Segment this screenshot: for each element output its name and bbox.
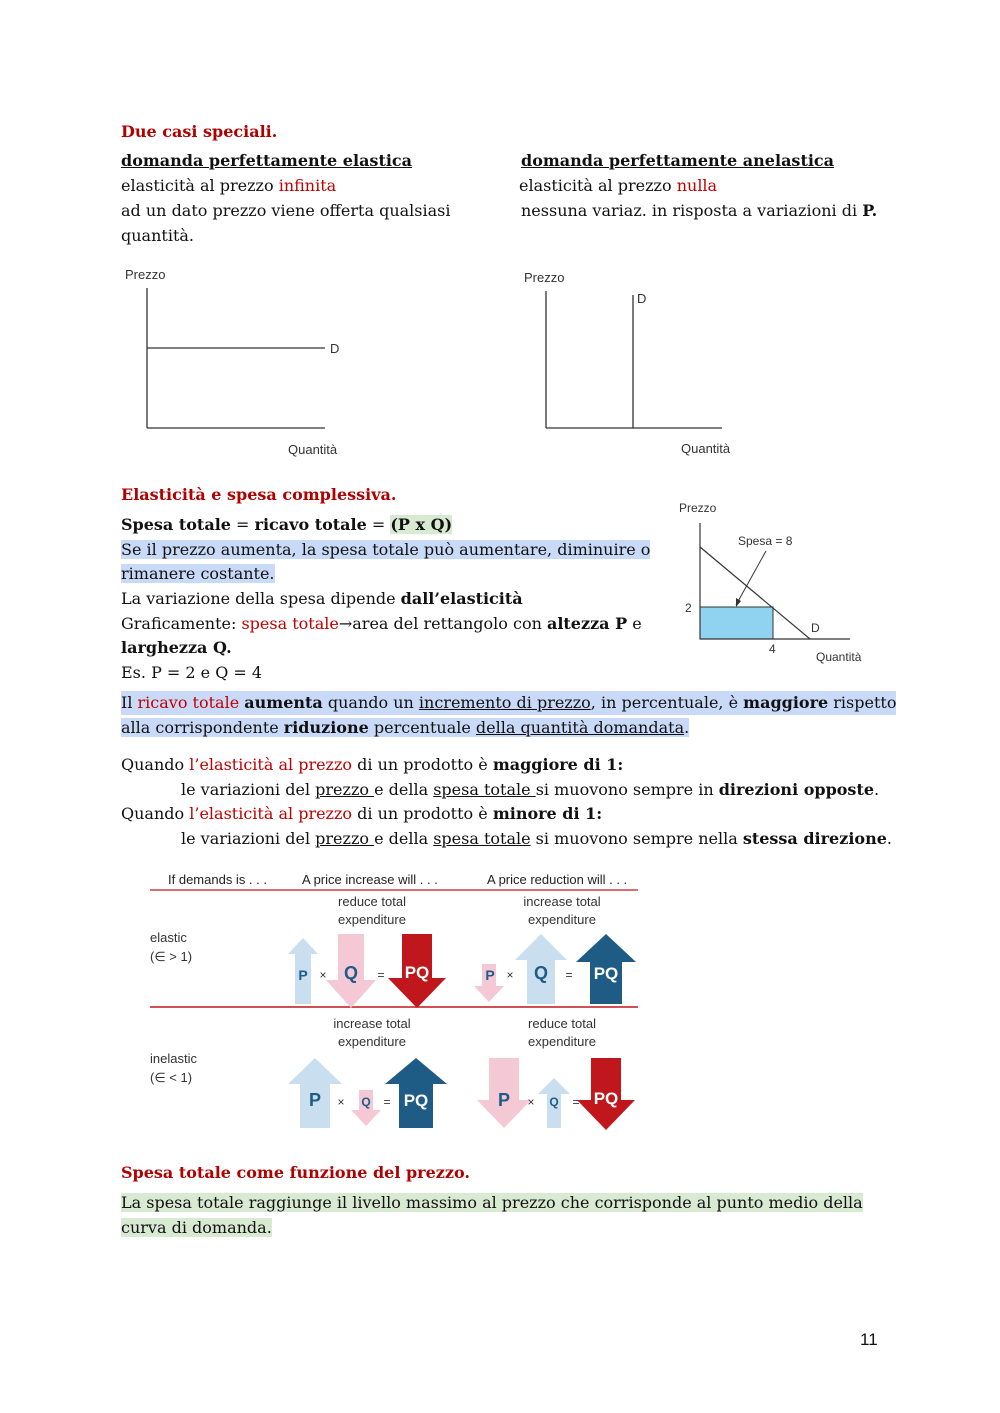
chart2-series-label: D — [637, 291, 647, 306]
elastic-elasticity: elasticità al prezzo infinita — [121, 176, 337, 195]
function-line1: La spesa totale raggiunge il livello massimo al prezzo che corrisponde al punto medio della — [121, 1193, 863, 1212]
revenue-line1: Il ricavo totale aumenta quando un incremento di prezzo, in percentuale, è maggiore rispetto — [121, 691, 896, 715]
table-header-col2: A price increase will . . . — [302, 872, 438, 887]
spending-example: Es. P = 2 e Q = 4 — [121, 663, 263, 682]
inelastic-red-times: × — [527, 1095, 535, 1109]
chart3-y-tick: 2 — [685, 601, 692, 615]
elastic-inc-equals: = — [377, 968, 385, 982]
row-inelastic-label: inelastic — [150, 1051, 197, 1066]
inelastic-red-equals: = — [572, 1095, 580, 1109]
chart2-ylabel: Prezzo — [524, 270, 565, 285]
revenue-line2: alla corrispondente riduzione percentuale della quantità domandata. — [121, 718, 690, 737]
function-line2: curva di domanda. — [121, 1218, 272, 1237]
heading-function: Spesa totale come funzione del prezzo. — [121, 1163, 470, 1182]
row-elastic-condition: (∈ > 1) — [150, 949, 193, 964]
chart1-series-label: D — [330, 341, 340, 356]
title-perfectly-elastic: domanda perfettamente elastica — [121, 151, 413, 170]
chart1-xlabel: Quantità — [288, 442, 338, 457]
inelastic-reduction-caption1: reduce total — [528, 1016, 596, 1031]
spending-formula: Spesa totale = ricavo totale = (P x Q) — [121, 515, 453, 534]
chart3-arrow-head — [736, 598, 741, 607]
elastic-inc-times: × — [319, 968, 327, 982]
table-header-col3: A price reduction will . . . — [487, 872, 628, 887]
inelastic-red-p: P — [497, 1090, 511, 1110]
spending-line5: larghezza Q. — [121, 638, 232, 657]
elastic-red-times: × — [506, 968, 514, 982]
chart3-xlabel: Quantità — [816, 650, 862, 664]
chart1-ylabel: Prezzo — [125, 267, 166, 282]
chart3-ylabel: Prezzo — [679, 501, 717, 515]
inelastic-increase-caption1: increase total — [333, 1016, 411, 1031]
chart-perfectly-inelastic — [515, 265, 755, 465]
elastic-desc-line1: ad un dato prezzo viene offerta qualsiasi — [121, 201, 451, 220]
inelastic-inc-pq: PQ — [403, 1091, 429, 1110]
elasticity-expenditure-table — [140, 862, 650, 1140]
spending-line2b: rimanere costante. — [121, 564, 275, 583]
elastic-red-q: Q — [533, 963, 549, 983]
spending-line3: La variazione della spesa dipende dall’elasticità — [121, 589, 523, 608]
inelastic-red-q: Q — [549, 1095, 559, 1109]
inelastic-red-pq: PQ — [593, 1089, 619, 1108]
inelastic-inc-times: × — [337, 1095, 345, 1109]
elastic-inc-pq: PQ — [404, 963, 430, 982]
elastic-inc-q: Q — [343, 963, 359, 983]
inelastic-elasticity: elasticità al prezzo nulla — [519, 176, 718, 195]
inelastic-inc-q: Q — [361, 1095, 371, 1109]
elastic-reduction-caption1: increase total — [523, 894, 601, 909]
elastic-red-p: P — [485, 967, 495, 983]
rule2-line1: Quando l’elasticità al prezzo di un prodotto è minore di 1: — [121, 804, 603, 823]
chart2-xlabel: Quantità — [681, 441, 731, 456]
elastic-desc-line2: quantità. — [121, 226, 194, 245]
page-number: 11 — [860, 1330, 878, 1349]
inelastic-increase-caption2: expenditure — [338, 1034, 406, 1049]
elastic-inc-p: P — [298, 967, 308, 983]
title-perfectly-inelastic: domanda perfettamente anelastica — [521, 151, 835, 170]
elastic-increase-caption1: reduce total — [338, 894, 406, 909]
table-header-col1: If demands is . . . — [168, 872, 267, 887]
chart3-annotation-arrow — [736, 551, 766, 605]
spending-line2a: Se il prezzo aumenta, la spesa totale può aumentare, diminuire o — [121, 540, 651, 559]
heading-special-cases: Due casi speciali. — [121, 122, 278, 141]
elastic-red-equals: = — [565, 968, 573, 982]
chart3-x-tick: 4 — [769, 642, 776, 656]
elastic-increase-caption2: expenditure — [338, 912, 406, 927]
rule1-line1: Quando l’elasticità al prezzo di un prodotto è maggiore di 1: — [121, 755, 624, 774]
inelastic-reduction-caption2: expenditure — [528, 1034, 596, 1049]
rule1-line2: le variazioni del prezzo e della spesa totale si muovono sempre in direzioni opposte. — [181, 780, 880, 799]
chart3-annotation: Spesa = 8 — [738, 534, 793, 548]
spending-line4: Graficamente: spesa totale→area del rettangolo con altezza P e — [121, 614, 642, 633]
chart-spending-rectangle — [670, 495, 870, 675]
chart3-series-label: D — [811, 621, 820, 635]
chart-perfectly-elastic — [115, 262, 355, 462]
inelastic-inc-p: P — [308, 1090, 322, 1110]
row-inelastic-condition: (∈ < 1) — [150, 1070, 193, 1085]
chart3-spending-rect — [700, 607, 773, 639]
inelastic-inc-equals: = — [383, 1095, 391, 1109]
heading-spending: Elasticità e spesa complessiva. — [121, 485, 397, 504]
elastic-reduction-caption2: expenditure — [528, 912, 596, 927]
rule2-line2: le variazioni del prezzo e della spesa totale si muovono sempre nella stessa direzione. — [181, 829, 892, 848]
row-elastic-label: elastic — [150, 930, 187, 945]
elastic-red-pq: PQ — [593, 964, 619, 983]
inelastic-desc: nessuna variaz. in risposta a variazioni di P. — [521, 201, 878, 220]
